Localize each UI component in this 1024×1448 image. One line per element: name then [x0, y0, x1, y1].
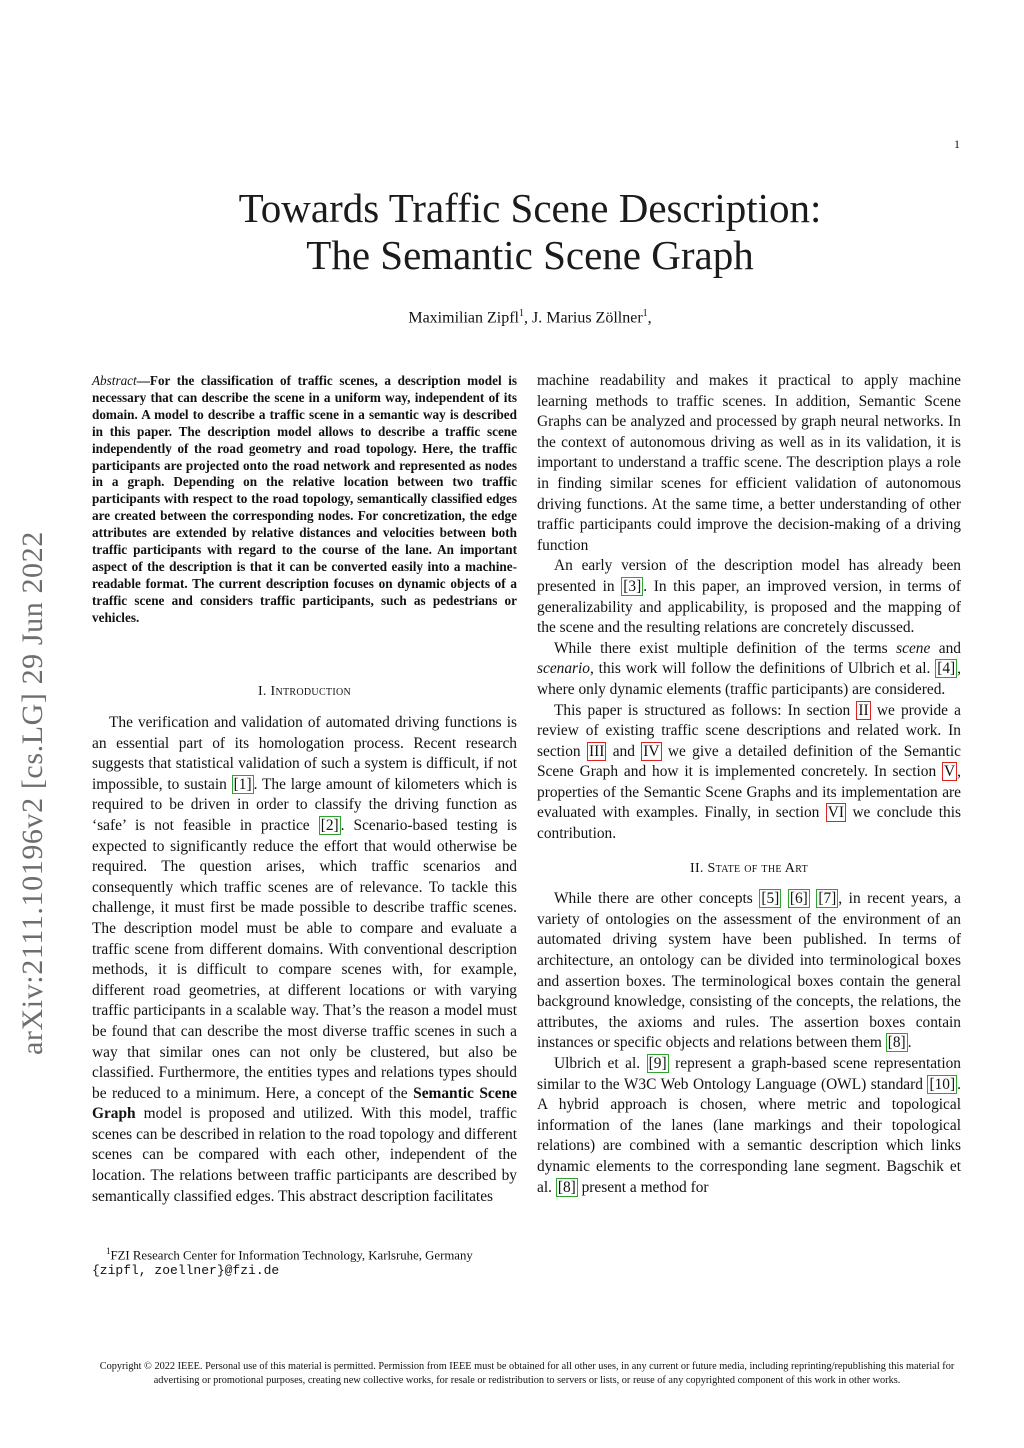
section-heading-introduction: I. Introduction	[257, 684, 352, 699]
section-link[interactable]: III	[588, 742, 605, 760]
citation-link[interactable]: [7]	[818, 890, 837, 908]
citation-link[interactable]: [2]	[320, 816, 339, 834]
text-run: , in recent years, a variety of ontologies on the assessment of the environment of an automated driving system have been published. In terms of architecture, an ontology can be divided into terminological boxes and assertion boxes. The terminological boxes contain the general background knowledge, consisting of the concepts, the relations, the attributes, the axioms and rules. The assertion boxes contain instances or specific objects and relations between them	[537, 890, 961, 1052]
intro-paragraph-1	[92, 713, 517, 1207]
arxiv-stamp[interactable]: arXiv:2111.10196v2 [cs.LG] 29 Jun 2022	[16, 531, 49, 1055]
citation-link[interactable]: [8]	[557, 1178, 576, 1196]
text-run: model is proposed and utilized. With this model, traffic scenes can be described in relation to the road topology and different scenes can be compared with each other, independent of the location. The relations between traffic participants are described by semantically classified edges. This abstract description facilitates	[92, 1105, 517, 1205]
text-run: The verification and validation of automated driving functions is an essential part of its homologation process. Recent research suggests that statistical validation of such a system is difficult, if not impossible, to sustain	[92, 714, 517, 793]
text-run: represent a graph-based scene representation similar to the W3C Web Ontology Language (OWL) standard	[537, 1055, 961, 1093]
abstract-text: —For the classification of traffic scenes, a description model is necessary that can describe the scene in a uniform way, independent of its domain. A model to describe a traffic scene in a semantic way is described in this paper. The description model allows to describe a traffic scene independently of the road geometry and road topology. Here, the traffic participants are projected onto the road network and represented as nodes in a graph. Depending on the relative location between two traffic participants with respect to the road topology, semantically classified edges are created between the corresponding nodes. For concretization, the edge attributes are extended by relative distances and velocities between both traffic participants with regard to the course of the lane. An important aspect of the description is that it can be converted easily into a machine-readable format. The current description focuses on dynamic objects of a traffic scene and considers traffic participants, such as pedestrians or vehicles.	[92, 373, 517, 625]
text-run: we provide a review of existing traffic scene descriptions and related work. In section	[537, 701, 961, 760]
text-run: An early version of the description model has already been presented in	[537, 557, 961, 595]
intro-paragraph-1-continued: machine readability and makes it practical to apply machine learning methods to traffic scenes. In addition, Semantic Scene Graphs can be analyzed and processed by graph neural networks. In the context of autonomous driving as well as in its validation, it is important to understand a traffic scene. The description plays a role in finding similar scenes for efficient validation of autonomous driving functions. At the same time, a better understanding of other traffic participants could improve the decision-making of a driving function	[537, 372, 961, 554]
author-2: J. Marius Zöllner	[532, 309, 643, 327]
footnote-mark: 1	[106, 1246, 111, 1256]
italic-term: scene	[896, 639, 931, 657]
citation-link[interactable]: [4]	[937, 660, 956, 678]
text-run: . A hybrid approach is chosen, where metric and topological information of the lanes (lane markings and their topological relations) are combined with a semantic description which links dynamic elements to the corresponding lane segment. Bagschik et al.	[537, 1075, 961, 1196]
citation-link[interactable]: [10]	[929, 1075, 956, 1093]
left-column-body	[92, 713, 517, 1207]
title-line-1: Towards Traffic Scene Description:	[238, 185, 822, 231]
intro-paragraph-3	[537, 639, 961, 701]
author-2-affil: 1	[642, 308, 648, 319]
sota-paragraph-1	[537, 889, 961, 1054]
text-run: , this work will follow the definitions of Ulbrich et al.	[590, 660, 936, 678]
footnote-email[interactable]: {zipfl, zoellner}@fzi.de	[92, 1263, 280, 1279]
intro-paragraph-4	[537, 701, 961, 845]
section-link[interactable]: V	[944, 763, 956, 781]
author-separator: ,	[524, 309, 532, 327]
text-run: , where only dynamic elements (traffic participants) are considered.	[537, 660, 961, 698]
text-run: . In this paper, an improved version, in terms of generalizability and applicability, is proposed and the mapping of the scene and the resulting relations are concretely discussed.	[537, 577, 961, 637]
section-1-heading-wrap	[92, 682, 517, 703]
footnote-affiliation: FZI Research Center for Information Technology, Karlsruhe, Germany	[110, 1248, 473, 1263]
right-column-body	[537, 371, 961, 1198]
author-1-affil: 1	[519, 308, 524, 319]
text-run: .	[907, 1034, 912, 1052]
bold-term: Semantic Scene Graph	[92, 1084, 517, 1123]
section-link[interactable]: IV	[643, 742, 660, 760]
section-link[interactable]: VI	[827, 804, 845, 822]
text-run: present a method for	[577, 1178, 709, 1196]
text-run: While there exist multiple definition of the terms	[554, 639, 897, 657]
text-run: , properties of the Semantic Scene Graphs and its implementation are evaluated with examples. Finally, in section	[537, 763, 961, 822]
text-run: . The large amount of kilometers which is required to be driven in order to classify the driving function as ‘safe’ is not feasible in practice	[92, 775, 517, 834]
citation-link[interactable]: [8]	[887, 1034, 906, 1052]
author-1: Maximilian Zipfl	[408, 309, 519, 327]
paper-title	[0, 185, 1024, 279]
copyright-notice: Copyright © 2022 IEEE. Personal use of this material is permitted. Permission from IEEE must be obtained for all other uses, in any current or future media, including reprinting/republishing this material for advertising or promotional purposes, creating new collective works, for resale or redistribution to servers or lists, or reuse of any copyrighted component of this work in other works.	[99, 1361, 955, 1386]
text-run: . Scenario-based testing is expected to significantly reduce the effort that would otherwise be required. The question arises, which traffic scenarios and consequently which traffic scenes are of relevance. To tackle this challenge, it must first be made possible to describe traffic scenes. The description model must be able to compare and evaluate a traffic scene from different domains. With conventional description methods, it is difficult to compare scenes with, for example, different road geometries, at different locations or with varying traffic participants in a scalable way. That’s the reason a model must be found that can describe the most diverse traffic scenes in such a way that similar ones can not only be clustered, but also be classified. Furthermore, the entities types and relations types should be reduced to a minimum. Here, a concept of the	[92, 816, 517, 1102]
text-run: This paper is structured as follows: In section	[554, 701, 857, 719]
text-run: and	[930, 639, 962, 657]
citation-link[interactable]: [6]	[789, 890, 808, 908]
title-line-2: The Semantic Scene Graph	[306, 232, 754, 278]
section-heading-state-of-the-art: II. State of the Art	[690, 860, 808, 876]
text-run: we give a detailed definition of the Semantic Scene Graph and how it is implemented concretely. In section	[537, 742, 961, 781]
citation-link[interactable]: [3]	[623, 577, 642, 595]
citation-link[interactable]: [9]	[648, 1055, 667, 1072]
intro-paragraph-2	[537, 556, 961, 638]
footnote	[92, 1243, 517, 1279]
sota-paragraph-2	[537, 1054, 961, 1198]
text-run: While there are other concepts	[554, 890, 760, 908]
citation-link[interactable]: [5]	[761, 890, 780, 908]
citation-link[interactable]: [1]	[233, 775, 252, 793]
page-number: 1	[954, 137, 960, 151]
text-run: and	[606, 742, 642, 760]
text-run: we conclude this contribution.	[537, 804, 961, 843]
author-list	[0, 308, 1024, 327]
italic-term: scenario	[537, 660, 591, 678]
text-run: Ulbrich et al.	[554, 1055, 647, 1072]
abstract	[92, 373, 517, 627]
abstract-lead: Abstract	[92, 373, 137, 388]
section-link[interactable]: II	[858, 701, 869, 719]
author-trail: ,	[647, 309, 652, 327]
